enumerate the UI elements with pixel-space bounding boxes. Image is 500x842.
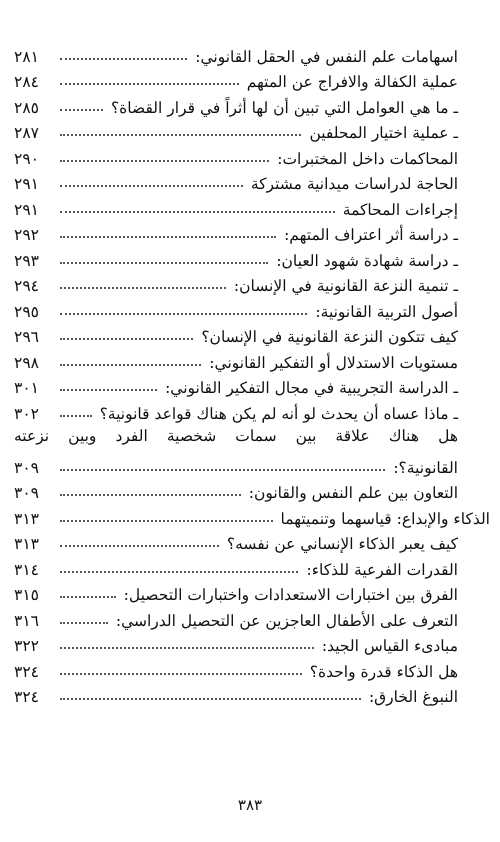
toc-entry-title: إجراءات المحاكمة bbox=[339, 201, 458, 219]
toc-entry bbox=[14, 579, 458, 605]
page-number: ٣٨٣ bbox=[237, 796, 263, 814]
toc-entry-page: ٣٢٢ bbox=[14, 637, 39, 655]
toc-entry-page: ٣١٥ bbox=[14, 586, 39, 604]
dot-leader bbox=[60, 571, 298, 573]
toc-entry-page: ٣١٤ bbox=[14, 560, 39, 579]
toc-entry-page: ٢٩١ bbox=[14, 200, 39, 219]
toc-entry bbox=[14, 321, 458, 347]
toc-entry-page: ٣٢٤ bbox=[14, 688, 39, 706]
toc-entry bbox=[14, 477, 458, 503]
toc-entry-title: مستويات الاستدلال أو التفكير القانوني: bbox=[205, 354, 458, 372]
toc-entry-title: ـ تنمية النزعة القانونية في الإنسان: bbox=[230, 277, 458, 295]
toc-entry-title: ـ دراسة أثر اعتراف المتهم: bbox=[280, 226, 458, 244]
dot-leader bbox=[60, 647, 314, 649]
toc-entry bbox=[14, 270, 458, 296]
toc-entry-title: الذكاء والإبداع: قياسهما وتنميتهما bbox=[277, 510, 490, 528]
toc-entry-line2 bbox=[14, 450, 458, 477]
toc-entry bbox=[14, 117, 458, 143]
toc-entry-page: ٣١٣ bbox=[14, 535, 39, 553]
dot-leader bbox=[60, 313, 307, 315]
toc-entry-title: ـ ماذا عساه أن يحدث لو أنه لم يكن هناك قواعد قانونية؟ bbox=[96, 405, 458, 423]
dot-leader bbox=[60, 338, 193, 340]
toc-entry-page: ٢٨٧ bbox=[14, 124, 39, 142]
toc-entry-page: ٢٩٤ bbox=[14, 277, 39, 295]
toc-entry-title: ـ ما هي العوامل التي تبين أن لها أثراً في قرار القضاة؟ bbox=[107, 99, 458, 117]
toc-entry-page: ٢٩٨ bbox=[14, 353, 39, 372]
dot-leader bbox=[60, 236, 276, 238]
toc-entry bbox=[14, 502, 490, 528]
toc-entry-page: ٣١٣ bbox=[14, 509, 39, 528]
dot-leader bbox=[60, 596, 116, 598]
dot-leader bbox=[60, 520, 273, 522]
toc-entry bbox=[14, 604, 458, 630]
toc-entry-title: عملية الكفالة والافراج عن المتهم bbox=[243, 73, 458, 91]
toc-entry-title: التعاون بين علم النفس والقانون: bbox=[245, 484, 458, 502]
dot-leader bbox=[60, 262, 268, 264]
toc-entry bbox=[14, 40, 458, 66]
toc-entry-title: ـ عملية اختيار المحلفين bbox=[305, 124, 458, 142]
dot-leader bbox=[60, 415, 92, 417]
dot-leader bbox=[60, 211, 335, 213]
dot-leader bbox=[60, 469, 385, 471]
toc-entry bbox=[14, 397, 458, 423]
toc-entry bbox=[14, 655, 458, 681]
dot-leader bbox=[60, 622, 108, 624]
dot-leader bbox=[60, 389, 157, 391]
dot-leader bbox=[60, 58, 187, 60]
toc-entry-title: الفرق بين اختبارات الاستعدادات واختبارات التحصيل: bbox=[120, 586, 458, 604]
toc-entry-page: ٣٠٢ bbox=[14, 404, 39, 423]
toc-entry-title: ـ دراسة شهادة شهود العيان: bbox=[272, 252, 458, 270]
toc-entry-title: الحاجة لدراسات ميدانية مشتركة bbox=[247, 175, 458, 193]
toc-entry-title: هل هناك علاقة بين سمات شخصية الفرد وبين نزعته bbox=[14, 426, 458, 445]
dot-leader bbox=[60, 673, 302, 675]
toc-entry bbox=[14, 91, 458, 117]
toc-entry bbox=[14, 528, 458, 554]
toc-entry-page: ٣٢٤ bbox=[14, 662, 39, 681]
dot-leader bbox=[60, 185, 243, 187]
toc-entry bbox=[14, 193, 458, 219]
toc-entry bbox=[14, 372, 458, 398]
toc-entry bbox=[14, 244, 458, 270]
toc-entry-page: ٢٨١ bbox=[14, 47, 39, 66]
toc-entry-page: ٢٨٥ bbox=[14, 98, 39, 117]
toc-entry-title: المحاكمات داخل المختبرات: bbox=[273, 150, 458, 168]
toc-entry bbox=[14, 630, 458, 656]
toc-entry-page: ٢٨٤ bbox=[14, 73, 39, 91]
dot-leader bbox=[60, 109, 103, 111]
toc-entry-title: كيف يعبر الذكاء الإنساني عن نفسه؟ bbox=[223, 535, 458, 553]
toc-entry-title: النبوغ الخارق: bbox=[365, 688, 458, 706]
toc-entry-title: ـ الدراسة التجريبية في مجال التفكير القانوني: bbox=[161, 379, 458, 397]
toc-entry-page: ٢٩٠ bbox=[14, 149, 39, 168]
toc-entry-page: ٣١٦ bbox=[14, 611, 39, 630]
dot-leader bbox=[60, 83, 239, 85]
toc-entry-title: التعرف على الأطفال العاجزين عن التحصيل الدراسي: bbox=[112, 612, 458, 630]
dot-leader bbox=[60, 134, 301, 136]
toc-entry bbox=[14, 423, 458, 477]
toc-entry-page: ٣٠١ bbox=[14, 379, 39, 397]
dot-leader bbox=[60, 160, 269, 162]
toc-entry-page: ٣٠٩ bbox=[14, 484, 39, 502]
toc-entry bbox=[14, 142, 458, 168]
dot-leader bbox=[60, 494, 241, 496]
toc-entry-page: ٢٩٢ bbox=[14, 226, 39, 244]
toc-entry-page: ٢٩٣ bbox=[14, 251, 39, 270]
dot-leader bbox=[60, 287, 226, 289]
toc-entry bbox=[14, 681, 458, 707]
toc-entry bbox=[14, 346, 458, 372]
toc-entry-title: مبادىء القياس الجيد: bbox=[318, 637, 458, 655]
toc-entry-title: كيف تتكون النزعة القانونية في الإنسان؟ bbox=[197, 328, 458, 346]
toc-entry-title-cont: القانونية؟: bbox=[389, 459, 458, 477]
toc-entry bbox=[14, 219, 458, 245]
dot-leader bbox=[60, 698, 361, 700]
toc-entry bbox=[14, 168, 458, 194]
toc-entry-title: أصول التربية القانونية: bbox=[311, 303, 458, 321]
toc-entry bbox=[14, 553, 458, 579]
toc-entry bbox=[14, 66, 458, 92]
table-of-contents bbox=[14, 40, 490, 706]
toc-entry-page: ٢٩١ bbox=[14, 175, 39, 193]
toc-entry-title: اسهامات علم النفس في الحقل القانوني: bbox=[191, 48, 458, 66]
dot-leader bbox=[60, 364, 201, 366]
toc-entry-page: ٢٩٦ bbox=[14, 328, 39, 346]
toc-entry-title: القدرات الفرعية للذكاء: bbox=[302, 561, 458, 579]
toc-entry bbox=[14, 295, 458, 321]
toc-entry-page: ٢٩٥ bbox=[14, 302, 39, 321]
toc-entry-page: ٣٠٩ bbox=[14, 458, 39, 477]
toc-entry-wrap bbox=[14, 423, 458, 477]
toc-entry-title: هل الذكاء قدرة واحدة؟ bbox=[306, 663, 458, 681]
dot-leader bbox=[60, 545, 219, 547]
